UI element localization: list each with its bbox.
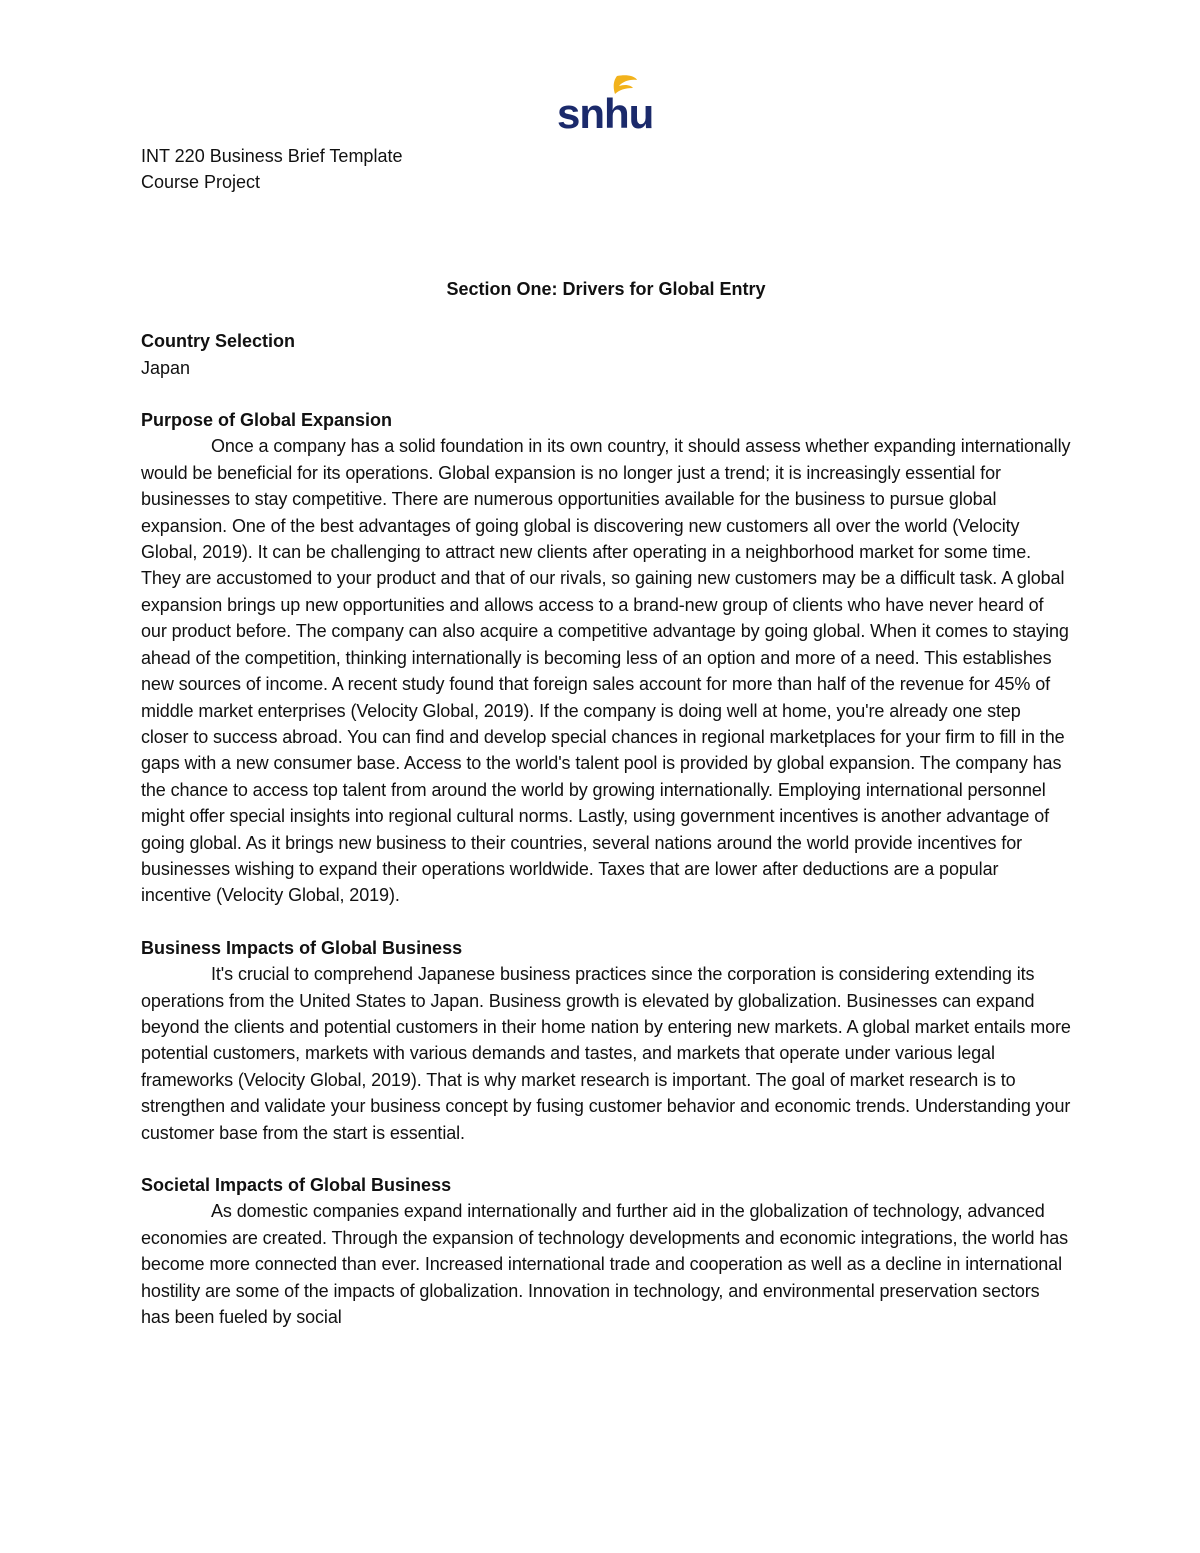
country-selection-value: Japan — [141, 357, 191, 378]
societal-impacts-heading: Societal Impacts of Global Business — [141, 1175, 452, 1195]
snhu-logo — [553, 72, 654, 137]
course-subtitle: Course Project — [141, 172, 261, 193]
course-title: INT 220 Business Brief Template — [141, 146, 403, 166]
country-selection-heading: Country Selection — [141, 331, 296, 352]
section-title: Section One: Drivers for Global Entry — [446, 278, 766, 299]
business-impacts-heading: Business Impacts of Global Business — [141, 937, 463, 958]
purpose-heading: Purpose of Global Expansion — [141, 410, 393, 431]
document-page — [141, 143, 1071, 1330]
snhu-wordmark: snhu — [557, 90, 654, 137]
purpose-paragraph: Once a company has a solid foundation in its own country, it should assess whether expanding internationally would be beneficial for its operations. Global expansion is no longer just a trend; it is increasingly essential for businesses to stay competitive. There are numerous opportunities available for the business to pursue global expansion. One of the best advantages of going global is discovering new customers all over the world (Velocity Global, 2019). It can be challenging to attract new clients after operating in a neighborhood market for some time. They are accustomed to your product and that of our rivals, so gaining new customers may be a difficult task. A global expansion brings up new opportunities and allows access to a brand-new group of clients who have never heard of our product before. The company can also acquire a competitive advantage by going global. When it comes to staying ahead of the competition, thinking internationally is becoming less of an option and more of a need. This establishes new sources of income. A recent study found that foreign sales account for more than half of the revenue for 45% of middle market enterprises (Velocity Global, 2019). If the company is doing well at home, you're already one step closer to success abroad. You can find and develop special chances in regional marketplaces for your firm to fill in the gaps with a new consumer base. Access to the world's talent pool is provided by global expansion. The company has the chance to access top talent from around the world by growing internationally. Employing international personnel might offer special insights into regional cultural norms. Lastly, using government incentives is another advantage of going global. As it brings new business to their countries, several nations around the world provide incentives for businesses wishing to expand their operations worldwide. Taxes that are lower after deductions are a popular incentive (Velocity Global, 2019). — [141, 436, 1071, 906]
business-impacts-paragraph: It's crucial to comprehend Japanese business practices since the corporation is considering extending its operations from the United States to Japan. Business growth is elevated by globalization. Businesses can expand beyond the clients and potential customers in their home nation by entering new markets. A global market entails more potential customers, markets with various demands and tastes, and markets that operate under various legal frameworks (Velocity Global, 2019). That is why market research is important. The goal of market research is to strengthen and validate your business concept by fusing customer behavior and economic trends. Understanding your customer base from the start is essential. — [141, 964, 1071, 1143]
snhu-logo-mark — [553, 72, 654, 137]
societal-impacts-paragraph: As domestic companies expand internationally and further aid in the globalization of technology, advanced economies are created. Through the expansion of technology developments and economic integrations, the world has become more connected than ever. Increased international trade and cooperation as well as a decline in international hostility are some of the impacts of globalization. Innovation in technology, and environmental preservation sectors has been fueled by social — [141, 1201, 1069, 1328]
